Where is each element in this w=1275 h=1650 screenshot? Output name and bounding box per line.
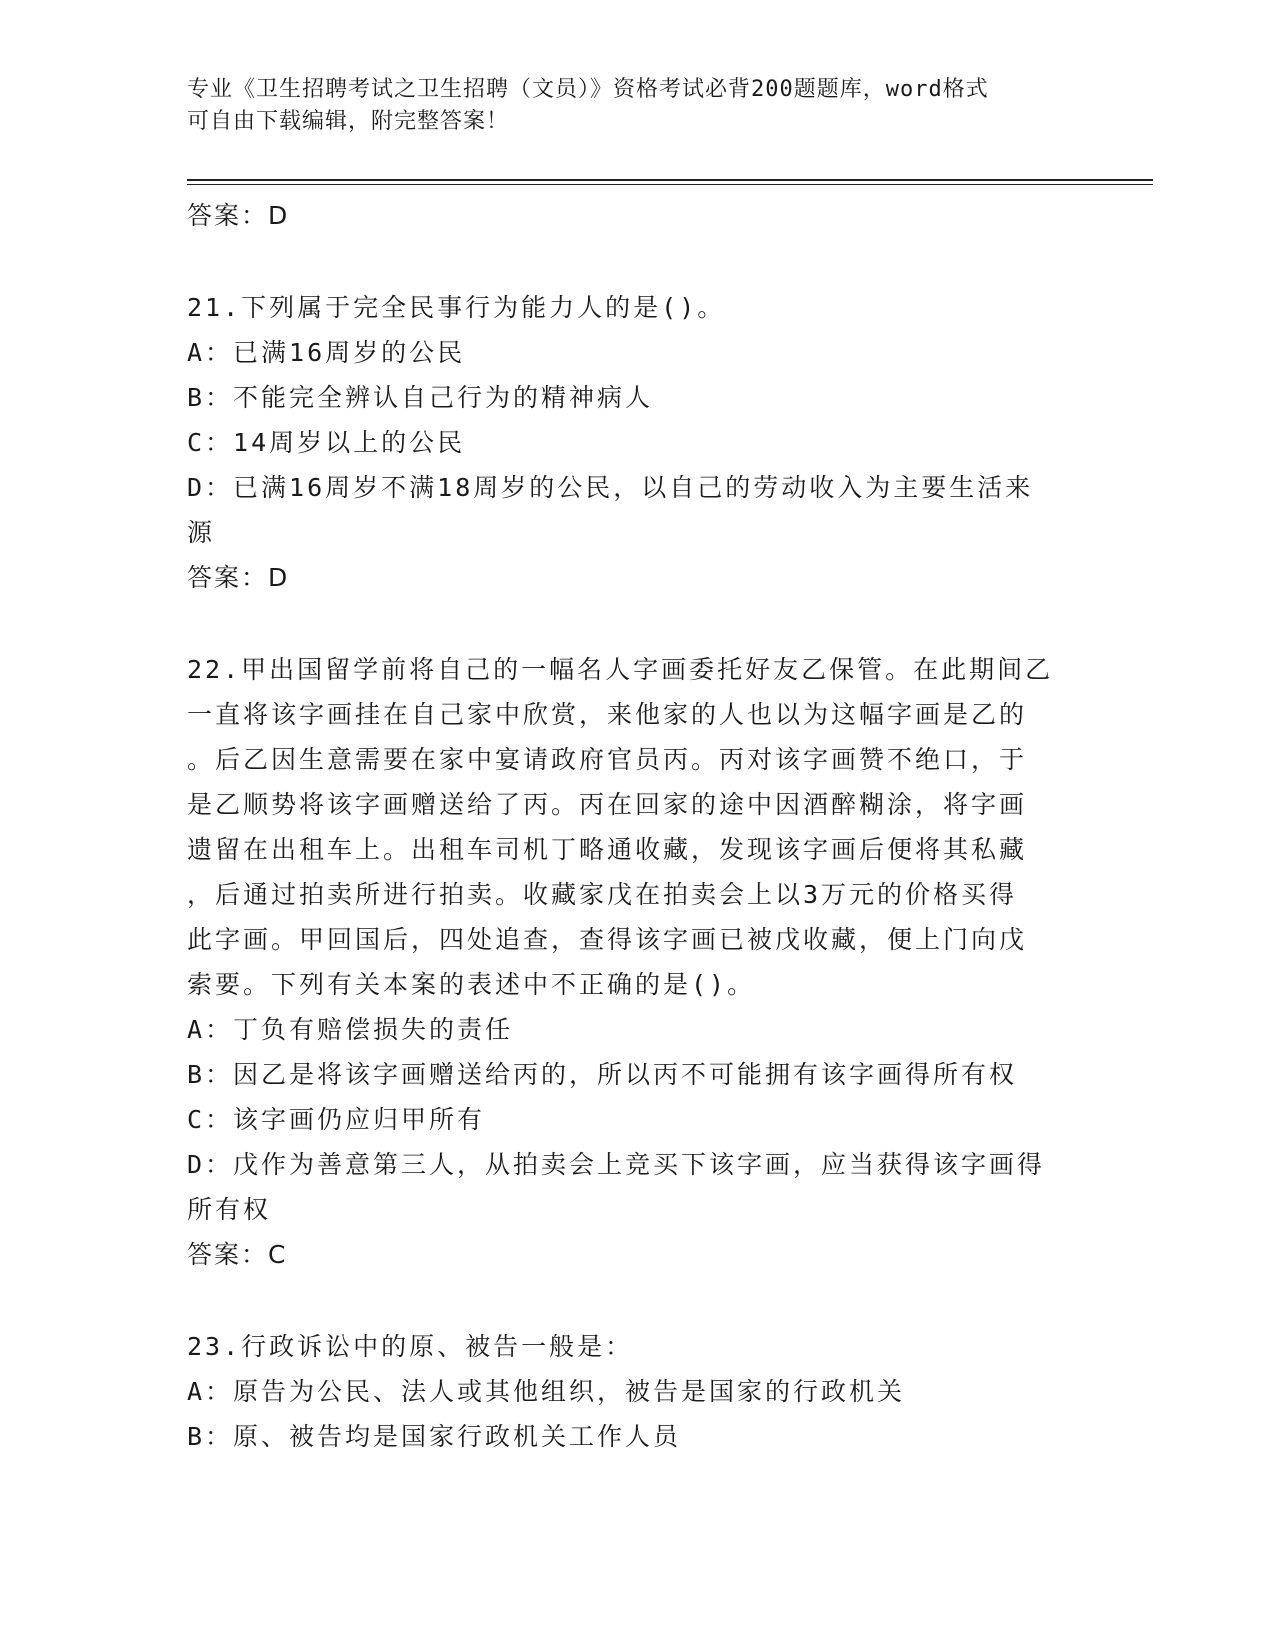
question-21 [187, 285, 1087, 600]
header-line-2: 可自由下载编辑，附完整答案！ [187, 109, 510, 134]
question-22 [187, 647, 1087, 1277]
header-divider-thick [187, 179, 1153, 181]
question-stem-line: ，后通过拍卖所进行拍卖。收藏家戊在拍卖会上以3万元的价格买得 [187, 880, 1018, 909]
question-stem: 21.下列属于完全民事行为能力人的是()。 [187, 293, 726, 322]
answer: 答案：D [187, 563, 290, 592]
spacer [187, 1277, 1087, 1324]
spacer [187, 600, 1087, 647]
option-b: B：因乙是将该字画赠送给丙的，所以丙不可能拥有该字画得所有权 [187, 1060, 1018, 1089]
option-d-continued: 源 [187, 518, 216, 547]
question-stem-line: 此字画。甲回国后，四处追查，查得该字画已被戊收藏，便上门向戊 [187, 925, 1028, 954]
option-c: C：该字画仍应归甲所有 [187, 1105, 486, 1134]
document-header [187, 74, 1067, 138]
option-a: A：已满16周岁的公民 [187, 338, 466, 367]
question-stem-line: 是乙顺势将该字画赠送给了丙。丙在回家的途中因酒醉糊涂，将字画 [187, 790, 1028, 819]
header-line-1: 专业《卫生招聘考试之卫生招聘（文员）》资格考试必背200题题库，word格式 [187, 77, 989, 102]
option-d: D：已满16周岁不满18周岁的公民，以自己的劳动收入为主要生活来 [187, 473, 1034, 502]
question-23 [187, 1324, 1087, 1459]
option-d-continued: 所有权 [187, 1195, 272, 1224]
question-stem-line: 遗留在出租车上。出租车司机丁略通收藏，发现该字画后便将其私藏 [187, 835, 1028, 864]
option-a: A：丁负有赔偿损失的责任 [187, 1015, 514, 1044]
question-content [187, 193, 1087, 1459]
option-c: C：14周岁以上的公民 [187, 428, 466, 457]
answer: 答案：C [187, 1240, 288, 1269]
question-stem-line: 一直将该字画挂在自己家中欣赏，来他家的人也以为这幅字画是乙的 [187, 700, 1028, 729]
question-stem-line: 。后乙因生意需要在家中宴请政府官员丙。丙对该字画赞不绝口，于 [187, 745, 1028, 774]
spacer [187, 238, 1087, 285]
option-b: B：不能完全辨认自己行为的精神病人 [187, 383, 654, 412]
question-stem-line: 22.甲出国留学前将自己的一幅名人字画委托好友乙保管。在此期间乙 [187, 655, 1054, 684]
question-stem-line: 索要。下列有关本案的表述中不正确的是()。 [187, 970, 756, 999]
question-stem: 23.行政诉讼中的原、被告一般是： [187, 1332, 634, 1361]
option-b: B：原、被告均是国家行政机关工作人员 [187, 1422, 682, 1451]
option-a: A：原告为公民、法人或其他组织，被告是国家的行政机关 [187, 1377, 906, 1406]
previous-answer: 答案：D [187, 201, 290, 230]
option-d: D：戊作为善意第三人，从拍卖会上竞买下该字画，应当获得该字画得 [187, 1150, 1046, 1179]
header-divider-thin [187, 184, 1153, 185]
